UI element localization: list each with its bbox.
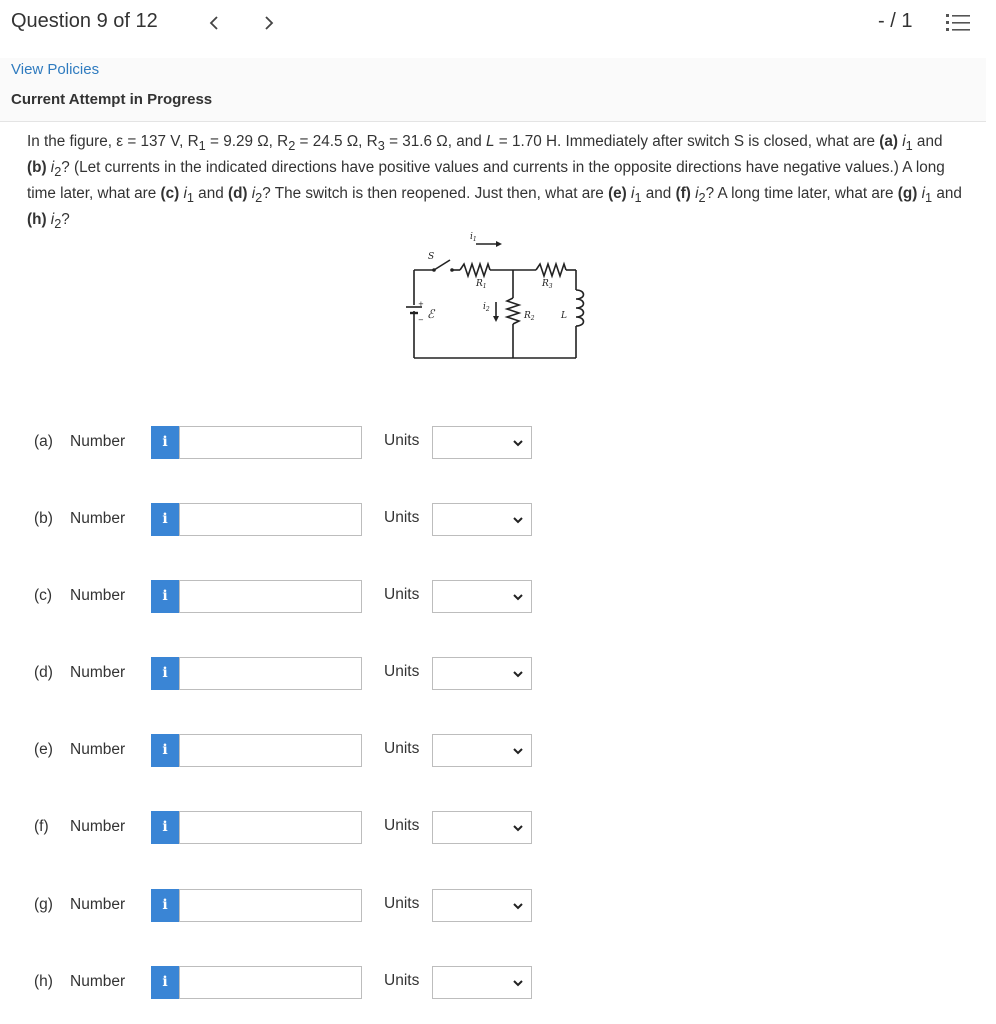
chevron-down-icon	[512, 514, 524, 526]
chevron-down-icon	[512, 977, 524, 989]
answer-label: (d)	[34, 664, 53, 681]
list-icon	[944, 10, 972, 36]
info-icon: i	[162, 974, 168, 990]
number-input-b[interactable]	[179, 503, 362, 536]
answer-label: (e)	[34, 741, 53, 758]
info-icon: i	[162, 665, 168, 681]
answer-row-a	[0, 423, 996, 463]
attempt-status: Current Attempt in Progress	[11, 91, 213, 108]
switch-label: S	[428, 252, 435, 262]
number-input-g[interactable]	[179, 889, 362, 922]
answer-row-c	[0, 577, 996, 617]
info-button[interactable]	[151, 811, 179, 844]
number-input-d[interactable]	[179, 657, 362, 690]
info-icon: i	[162, 819, 168, 835]
svg-text:L: L	[561, 311, 567, 321]
info-button[interactable]	[151, 580, 179, 613]
chevron-down-icon	[512, 668, 524, 680]
number-label: Number	[70, 433, 126, 450]
answer-row-g	[0, 886, 996, 926]
info-icon: i	[162, 742, 168, 758]
units-label: Units	[384, 972, 420, 989]
previous-question-button[interactable]	[207, 14, 221, 32]
svg-text:i2: $i_2$	[483, 302, 490, 313]
question-list-button[interactable]	[944, 10, 972, 36]
chevron-left-icon	[207, 14, 221, 32]
number-input-e[interactable]	[179, 734, 362, 767]
number-label: Number	[70, 587, 126, 604]
chevron-right-icon	[262, 14, 276, 32]
units-select-e[interactable]	[432, 734, 532, 767]
number-input-h[interactable]	[179, 966, 362, 999]
number-label: Number	[70, 896, 126, 913]
question-text: In the figure, ε = 137 V, $R_1 = 9.29$ Ω, $R_2 = 24.5$ Ω, $R_3 = 31.6$ Ω, and L = 1.70 H. Immediately after switch S is closed, what are (a) $i_1$ and (b) $i_2$? (Let currents in the indicated directions have positive values and currents in the opposite directions have negative values.) A long time later, what are (c) $i_1$ and (d) $i_2$? The switch is then reopened. Just then, what are (e) $i_1$ and (f) $i_2$? A long time later, what are (g) $i_1$ and (h) $i_2$?	[27, 133, 962, 232]
svg-text:+: +	[418, 300, 424, 308]
number-label: Number	[70, 818, 126, 835]
svg-text:−: −	[418, 316, 424, 324]
info-button[interactable]	[151, 889, 179, 922]
info-button[interactable]	[151, 734, 179, 767]
units-label: Units	[384, 509, 420, 526]
svg-text:ℰ: ℰ	[427, 307, 435, 321]
chevron-down-icon	[512, 437, 524, 449]
chevron-down-icon	[512, 591, 524, 603]
answer-row-e	[0, 731, 996, 771]
attempt-banner	[0, 58, 986, 122]
number-input-f[interactable]	[179, 811, 362, 844]
answer-row-d	[0, 654, 996, 694]
answer-label: (a)	[34, 433, 53, 450]
answer-label: (b)	[34, 510, 53, 527]
units-label: Units	[384, 895, 420, 912]
view-policies-link[interactable]: View Policies	[11, 61, 100, 78]
info-icon: i	[162, 588, 168, 604]
units-label: Units	[384, 586, 420, 603]
answer-label: (g)	[34, 896, 53, 913]
score: - / 1	[878, 10, 913, 32]
units-label: Units	[384, 432, 420, 449]
svg-text:R1: $R_1$	[476, 279, 487, 290]
answer-row-h	[0, 963, 996, 1003]
chevron-down-icon	[512, 822, 524, 834]
number-input-c[interactable]	[179, 580, 362, 613]
units-select-g[interactable]	[432, 889, 532, 922]
info-icon: i	[162, 511, 168, 527]
svg-text:R2: $R_2$	[524, 311, 535, 322]
units-select-b[interactable]	[432, 503, 532, 536]
answer-label: (c)	[34, 587, 53, 604]
info-button[interactable]	[151, 426, 179, 459]
units-select-c[interactable]	[432, 580, 532, 613]
chevron-down-icon	[512, 900, 524, 912]
info-button[interactable]	[151, 503, 179, 536]
info-icon: i	[162, 897, 168, 913]
next-question-button[interactable]	[262, 14, 276, 32]
svg-text:i1: $i_1$	[470, 232, 477, 243]
info-icon: i	[162, 434, 168, 450]
units-label: Units	[384, 663, 420, 680]
info-button[interactable]	[151, 966, 179, 999]
units-label: Units	[384, 817, 420, 834]
answer-label: (h)	[34, 973, 53, 990]
number-label: Number	[70, 973, 126, 990]
units-label: Units	[384, 740, 420, 757]
units-select-f[interactable]	[432, 811, 532, 844]
number-label: Number	[70, 741, 126, 758]
units-select-h[interactable]	[432, 966, 532, 999]
chevron-down-icon	[512, 745, 524, 757]
answer-row-f	[0, 808, 996, 848]
answer-row-b	[0, 500, 996, 540]
units-select-a[interactable]	[432, 426, 532, 459]
answer-label: (f)	[34, 818, 49, 835]
info-button[interactable]	[151, 657, 179, 690]
units-select-d[interactable]	[432, 657, 532, 690]
number-input-a[interactable]	[179, 426, 362, 459]
circuit-diagram	[400, 228, 590, 364]
question-title: Question 9 of 12	[11, 10, 158, 32]
svg-text:R3: $R_3$	[542, 279, 553, 290]
top-bar	[0, 0, 996, 58]
number-label: Number	[70, 510, 126, 527]
number-label: Number	[70, 664, 126, 681]
